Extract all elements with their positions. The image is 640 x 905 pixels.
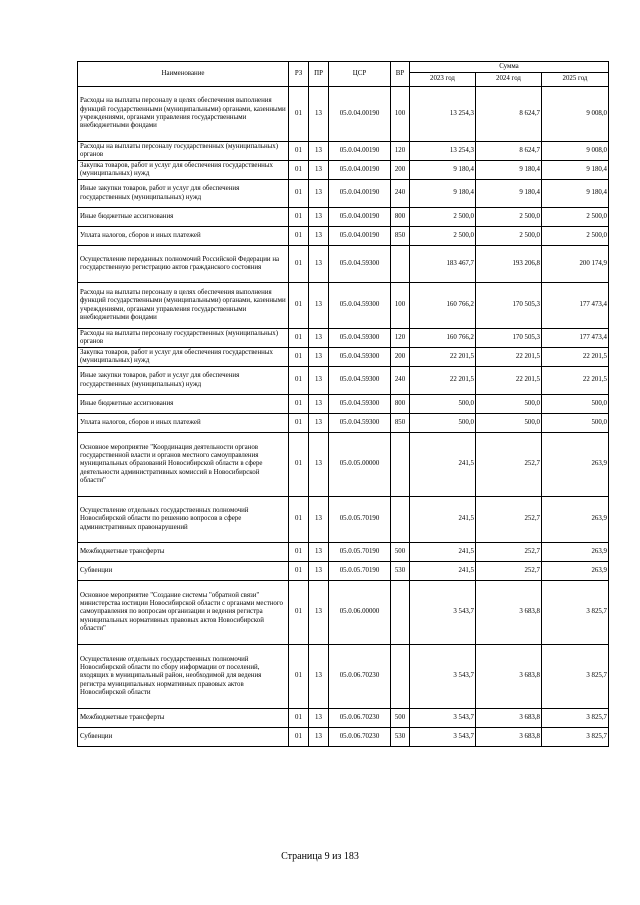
row-rz: 01 (289, 329, 309, 348)
row-name: Осуществление отдельных государственных полномочий Новосибирской области по сбору информации от поселений, входящих в муниципальный район, необходимой для ведения регистра муниципальных нормативных правовых актов Новосибирской области (78, 645, 289, 709)
row-vr: 100 (391, 87, 410, 142)
table-row (78, 728, 609, 747)
row-csr: 05.0.04.00190 (329, 180, 391, 208)
table-row (78, 161, 609, 180)
row-pr: 13 (309, 87, 329, 142)
row-csr: 05.0.06.70230 (329, 645, 391, 709)
table-row (78, 283, 609, 329)
header-name: Наименование (78, 62, 289, 87)
row-name: Субвенции (78, 562, 289, 581)
row-pr: 13 (309, 367, 329, 395)
row-value-2023: 500,0 (410, 414, 476, 433)
row-pr: 13 (309, 348, 329, 367)
row-pr: 13 (309, 395, 329, 414)
table-row (78, 180, 609, 208)
row-pr: 13 (309, 543, 329, 562)
row-value-2023: 13 254,3 (410, 142, 476, 161)
row-value-2024: 8 624,7 (476, 87, 542, 142)
row-value-2024: 22 201,5 (476, 367, 542, 395)
row-value-2025: 3 825,7 (542, 728, 609, 747)
row-csr: 05.0.04.00190 (329, 142, 391, 161)
row-value-2025: 263,9 (542, 543, 609, 562)
row-name: Субвенции (78, 728, 289, 747)
row-vr: 500 (391, 709, 410, 728)
row-value-2024: 8 624,7 (476, 142, 542, 161)
row-name: Основное мероприятие "Создание системы "обратной связи" министерства юстиции Новосибирской области с органами местного самоуправления по вопросам организации и ведения регистра муниципальных нормативных правовых актов Новосибирской области" (78, 581, 289, 645)
row-value-2024: 170 505,3 (476, 283, 542, 329)
header-rz: РЗ (289, 62, 309, 87)
row-value-2025: 22 201,5 (542, 348, 609, 367)
row-rz: 01 (289, 709, 309, 728)
table-row (78, 581, 609, 645)
row-vr: 800 (391, 395, 410, 414)
row-value-2025: 9 180,4 (542, 161, 609, 180)
row-value-2023: 183 467,7 (410, 246, 476, 283)
row-value-2025: 263,9 (542, 433, 609, 497)
row-vr: 530 (391, 562, 410, 581)
row-name: Иные закупки товаров, работ и услуг для обеспечения государственных (муниципальных) нужд (78, 180, 289, 208)
row-pr: 13 (309, 208, 329, 227)
row-name: Закупка товаров, работ и услуг для обеспечения государственных (муниципальных) нужд (78, 348, 289, 367)
table-row (78, 414, 609, 433)
row-value-2023: 160 766,2 (410, 283, 476, 329)
page-number: Страница 9 из 183 (281, 851, 359, 862)
row-name: Закупка товаров, работ и услуг для обеспечения государственных (муниципальных) нужд (78, 161, 289, 180)
row-value-2024: 3 683,8 (476, 709, 542, 728)
table-row (78, 395, 609, 414)
row-name: Осуществление переданных полномочий Российской Федерации на государственную регистрацию актов гражданского состояния (78, 246, 289, 283)
row-csr: 05.0.04.00190 (329, 161, 391, 180)
row-vr (391, 433, 410, 497)
row-value-2025: 263,9 (542, 562, 609, 581)
row-rz: 01 (289, 414, 309, 433)
row-name: Иные бюджетные ассигнования (78, 395, 289, 414)
row-value-2023: 241,5 (410, 543, 476, 562)
row-rz: 01 (289, 581, 309, 645)
table-row (78, 562, 609, 581)
table-row (78, 246, 609, 283)
row-value-2023: 241,5 (410, 497, 476, 543)
header-vr: ВР (391, 62, 410, 87)
row-csr: 05.0.04.00190 (329, 227, 391, 246)
row-pr: 13 (309, 283, 329, 329)
row-value-2024: 9 180,4 (476, 180, 542, 208)
row-vr: 500 (391, 543, 410, 562)
header-sums: Сумма (410, 62, 609, 73)
row-csr: 05.0.06.70230 (329, 709, 391, 728)
row-value-2024: 193 206,8 (476, 246, 542, 283)
row-pr: 13 (309, 497, 329, 543)
row-name: Расходы на выплаты персоналу в целях обеспечения выполнения функций государственными (муниципальными) органами, казенными учреждениями, органами управления государственными внебюджетными фондами (78, 87, 289, 142)
row-value-2024: 500,0 (476, 414, 542, 433)
row-value-2024: 3 683,8 (476, 581, 542, 645)
table-row (78, 329, 609, 348)
row-vr (391, 246, 410, 283)
row-csr: 05.0.04.00190 (329, 87, 391, 142)
table-row (78, 348, 609, 367)
row-name: Уплата налогов, сборов и иных платежей (78, 414, 289, 433)
row-value-2024: 3 683,8 (476, 645, 542, 709)
table-body (78, 87, 609, 747)
row-name: Межбюджетные трансферты (78, 709, 289, 728)
row-value-2024: 252,7 (476, 433, 542, 497)
row-csr: 05.0.04.59300 (329, 246, 391, 283)
row-pr: 13 (309, 142, 329, 161)
budget-sheet (77, 61, 608, 747)
row-value-2023: 500,0 (410, 395, 476, 414)
table-row (78, 497, 609, 543)
row-value-2023: 13 254,3 (410, 87, 476, 142)
row-csr: 05.0.05.70190 (329, 562, 391, 581)
row-pr: 13 (309, 728, 329, 747)
row-value-2023: 2 500,0 (410, 208, 476, 227)
row-rz: 01 (289, 142, 309, 161)
row-pr: 13 (309, 227, 329, 246)
row-value-2025: 177 473,4 (542, 329, 609, 348)
row-rz: 01 (289, 367, 309, 395)
row-pr: 13 (309, 562, 329, 581)
row-value-2023: 3 543,7 (410, 581, 476, 645)
row-pr: 13 (309, 709, 329, 728)
row-csr: 05.0.04.59300 (329, 348, 391, 367)
row-vr: 100 (391, 283, 410, 329)
row-value-2025: 263,9 (542, 497, 609, 543)
row-pr: 13 (309, 246, 329, 283)
row-value-2024: 9 180,4 (476, 161, 542, 180)
row-rz: 01 (289, 161, 309, 180)
header-year-2025: 2025 год (542, 73, 609, 87)
row-name: Основное мероприятие "Координация деятельности органов государственной власти и органов местного самоуправления муниципальных образований Новосибирской области в сфере деятельности административных комиссий в Новосибирской области" (78, 433, 289, 497)
row-value-2025: 9 008,0 (542, 87, 609, 142)
table-row (78, 87, 609, 142)
row-value-2025: 22 201,5 (542, 367, 609, 395)
row-vr: 120 (391, 329, 410, 348)
header-csr: ЦСР (329, 62, 391, 87)
row-value-2023: 3 543,7 (410, 645, 476, 709)
row-csr: 05.0.06.70230 (329, 728, 391, 747)
row-rz: 01 (289, 497, 309, 543)
row-value-2024: 500,0 (476, 395, 542, 414)
table-row (78, 709, 609, 728)
row-value-2023: 9 180,4 (410, 161, 476, 180)
row-value-2025: 3 825,7 (542, 645, 609, 709)
header-year-2024: 2024 год (476, 73, 542, 87)
row-pr: 13 (309, 414, 329, 433)
row-vr: 850 (391, 414, 410, 433)
row-vr: 850 (391, 227, 410, 246)
row-csr: 05.0.05.00000 (329, 433, 391, 497)
row-value-2025: 9 008,0 (542, 142, 609, 161)
row-rz: 01 (289, 645, 309, 709)
row-value-2025: 3 825,7 (542, 709, 609, 728)
row-vr: 200 (391, 161, 410, 180)
row-csr: 05.0.04.59300 (329, 414, 391, 433)
row-name: Расходы на выплаты персоналу государственных (муниципальных) органов (78, 142, 289, 161)
row-name: Межбюджетные трансферты (78, 543, 289, 562)
row-csr: 05.0.05.70190 (329, 543, 391, 562)
row-rz: 01 (289, 395, 309, 414)
header-row (78, 62, 609, 73)
row-rz: 01 (289, 227, 309, 246)
row-value-2025: 200 174,9 (542, 246, 609, 283)
row-value-2024: 2 500,0 (476, 208, 542, 227)
row-pr: 13 (309, 329, 329, 348)
row-pr: 13 (309, 645, 329, 709)
row-csr: 05.0.05.70190 (329, 497, 391, 543)
row-value-2025: 2 500,0 (542, 227, 609, 246)
row-value-2023: 3 543,7 (410, 709, 476, 728)
row-rz: 01 (289, 87, 309, 142)
table-row (78, 645, 609, 709)
row-name: Иные бюджетные ассигнования (78, 208, 289, 227)
row-value-2025: 2 500,0 (542, 208, 609, 227)
row-rz: 01 (289, 348, 309, 367)
table-row (78, 208, 609, 227)
row-pr: 13 (309, 581, 329, 645)
row-csr: 05.0.04.59300 (329, 329, 391, 348)
row-value-2025: 500,0 (542, 395, 609, 414)
row-pr: 13 (309, 180, 329, 208)
row-value-2025: 500,0 (542, 414, 609, 433)
row-value-2023: 9 180,4 (410, 180, 476, 208)
row-rz: 01 (289, 433, 309, 497)
header-year-2023: 2023 год (410, 73, 476, 87)
row-value-2023: 241,5 (410, 562, 476, 581)
row-csr: 05.0.06.00000 (329, 581, 391, 645)
row-value-2025: 9 180,4 (542, 180, 609, 208)
row-value-2025: 3 825,7 (542, 581, 609, 645)
row-csr: 05.0.04.59300 (329, 283, 391, 329)
row-value-2023: 22 201,5 (410, 367, 476, 395)
table-row (78, 433, 609, 497)
row-value-2023: 22 201,5 (410, 348, 476, 367)
row-pr: 13 (309, 161, 329, 180)
row-rz: 01 (289, 562, 309, 581)
row-value-2024: 170 505,3 (476, 329, 542, 348)
row-rz: 01 (289, 283, 309, 329)
row-vr: 530 (391, 728, 410, 747)
row-rz: 01 (289, 208, 309, 227)
budget-table (77, 61, 609, 747)
row-pr: 13 (309, 433, 329, 497)
table-row (78, 543, 609, 562)
row-vr (391, 645, 410, 709)
row-value-2025: 177 473,4 (542, 283, 609, 329)
row-name: Уплата налогов, сборов и иных платежей (78, 227, 289, 246)
row-csr: 05.0.04.00190 (329, 208, 391, 227)
row-value-2023: 241,5 (410, 433, 476, 497)
row-value-2024: 2 500,0 (476, 227, 542, 246)
row-vr: 240 (391, 180, 410, 208)
table-row (78, 367, 609, 395)
row-rz: 01 (289, 246, 309, 283)
row-value-2023: 160 766,2 (410, 329, 476, 348)
row-value-2024: 252,7 (476, 497, 542, 543)
row-vr: 200 (391, 348, 410, 367)
row-csr: 05.0.04.59300 (329, 367, 391, 395)
row-name: Расходы на выплаты персоналу в целях обеспечения выполнения функций государственными (муниципальными) органами, казенными учреждениями, органами управления государственными внебюджетными фондами (78, 283, 289, 329)
table-row (78, 227, 609, 246)
row-value-2024: 252,7 (476, 562, 542, 581)
row-rz: 01 (289, 543, 309, 562)
row-vr (391, 581, 410, 645)
row-name: Иные закупки товаров, работ и услуг для обеспечения государственных (муниципальных) нужд (78, 367, 289, 395)
row-vr (391, 497, 410, 543)
header-pr: ПР (309, 62, 329, 87)
row-rz: 01 (289, 180, 309, 208)
row-value-2024: 22 201,5 (476, 348, 542, 367)
row-name: Расходы на выплаты персоналу государственных (муниципальных) органов (78, 329, 289, 348)
row-vr: 800 (391, 208, 410, 227)
row-value-2024: 252,7 (476, 543, 542, 562)
row-vr: 120 (391, 142, 410, 161)
row-value-2023: 2 500,0 (410, 227, 476, 246)
row-value-2023: 3 543,7 (410, 728, 476, 747)
row-rz: 01 (289, 728, 309, 747)
table-row (78, 142, 609, 161)
row-csr: 05.0.04.59300 (329, 395, 391, 414)
row-name: Осуществление отдельных государственных полномочий Новосибирской области по решению вопросов в сфере административных правонарушений (78, 497, 289, 543)
row-value-2024: 3 683,8 (476, 728, 542, 747)
row-vr: 240 (391, 367, 410, 395)
